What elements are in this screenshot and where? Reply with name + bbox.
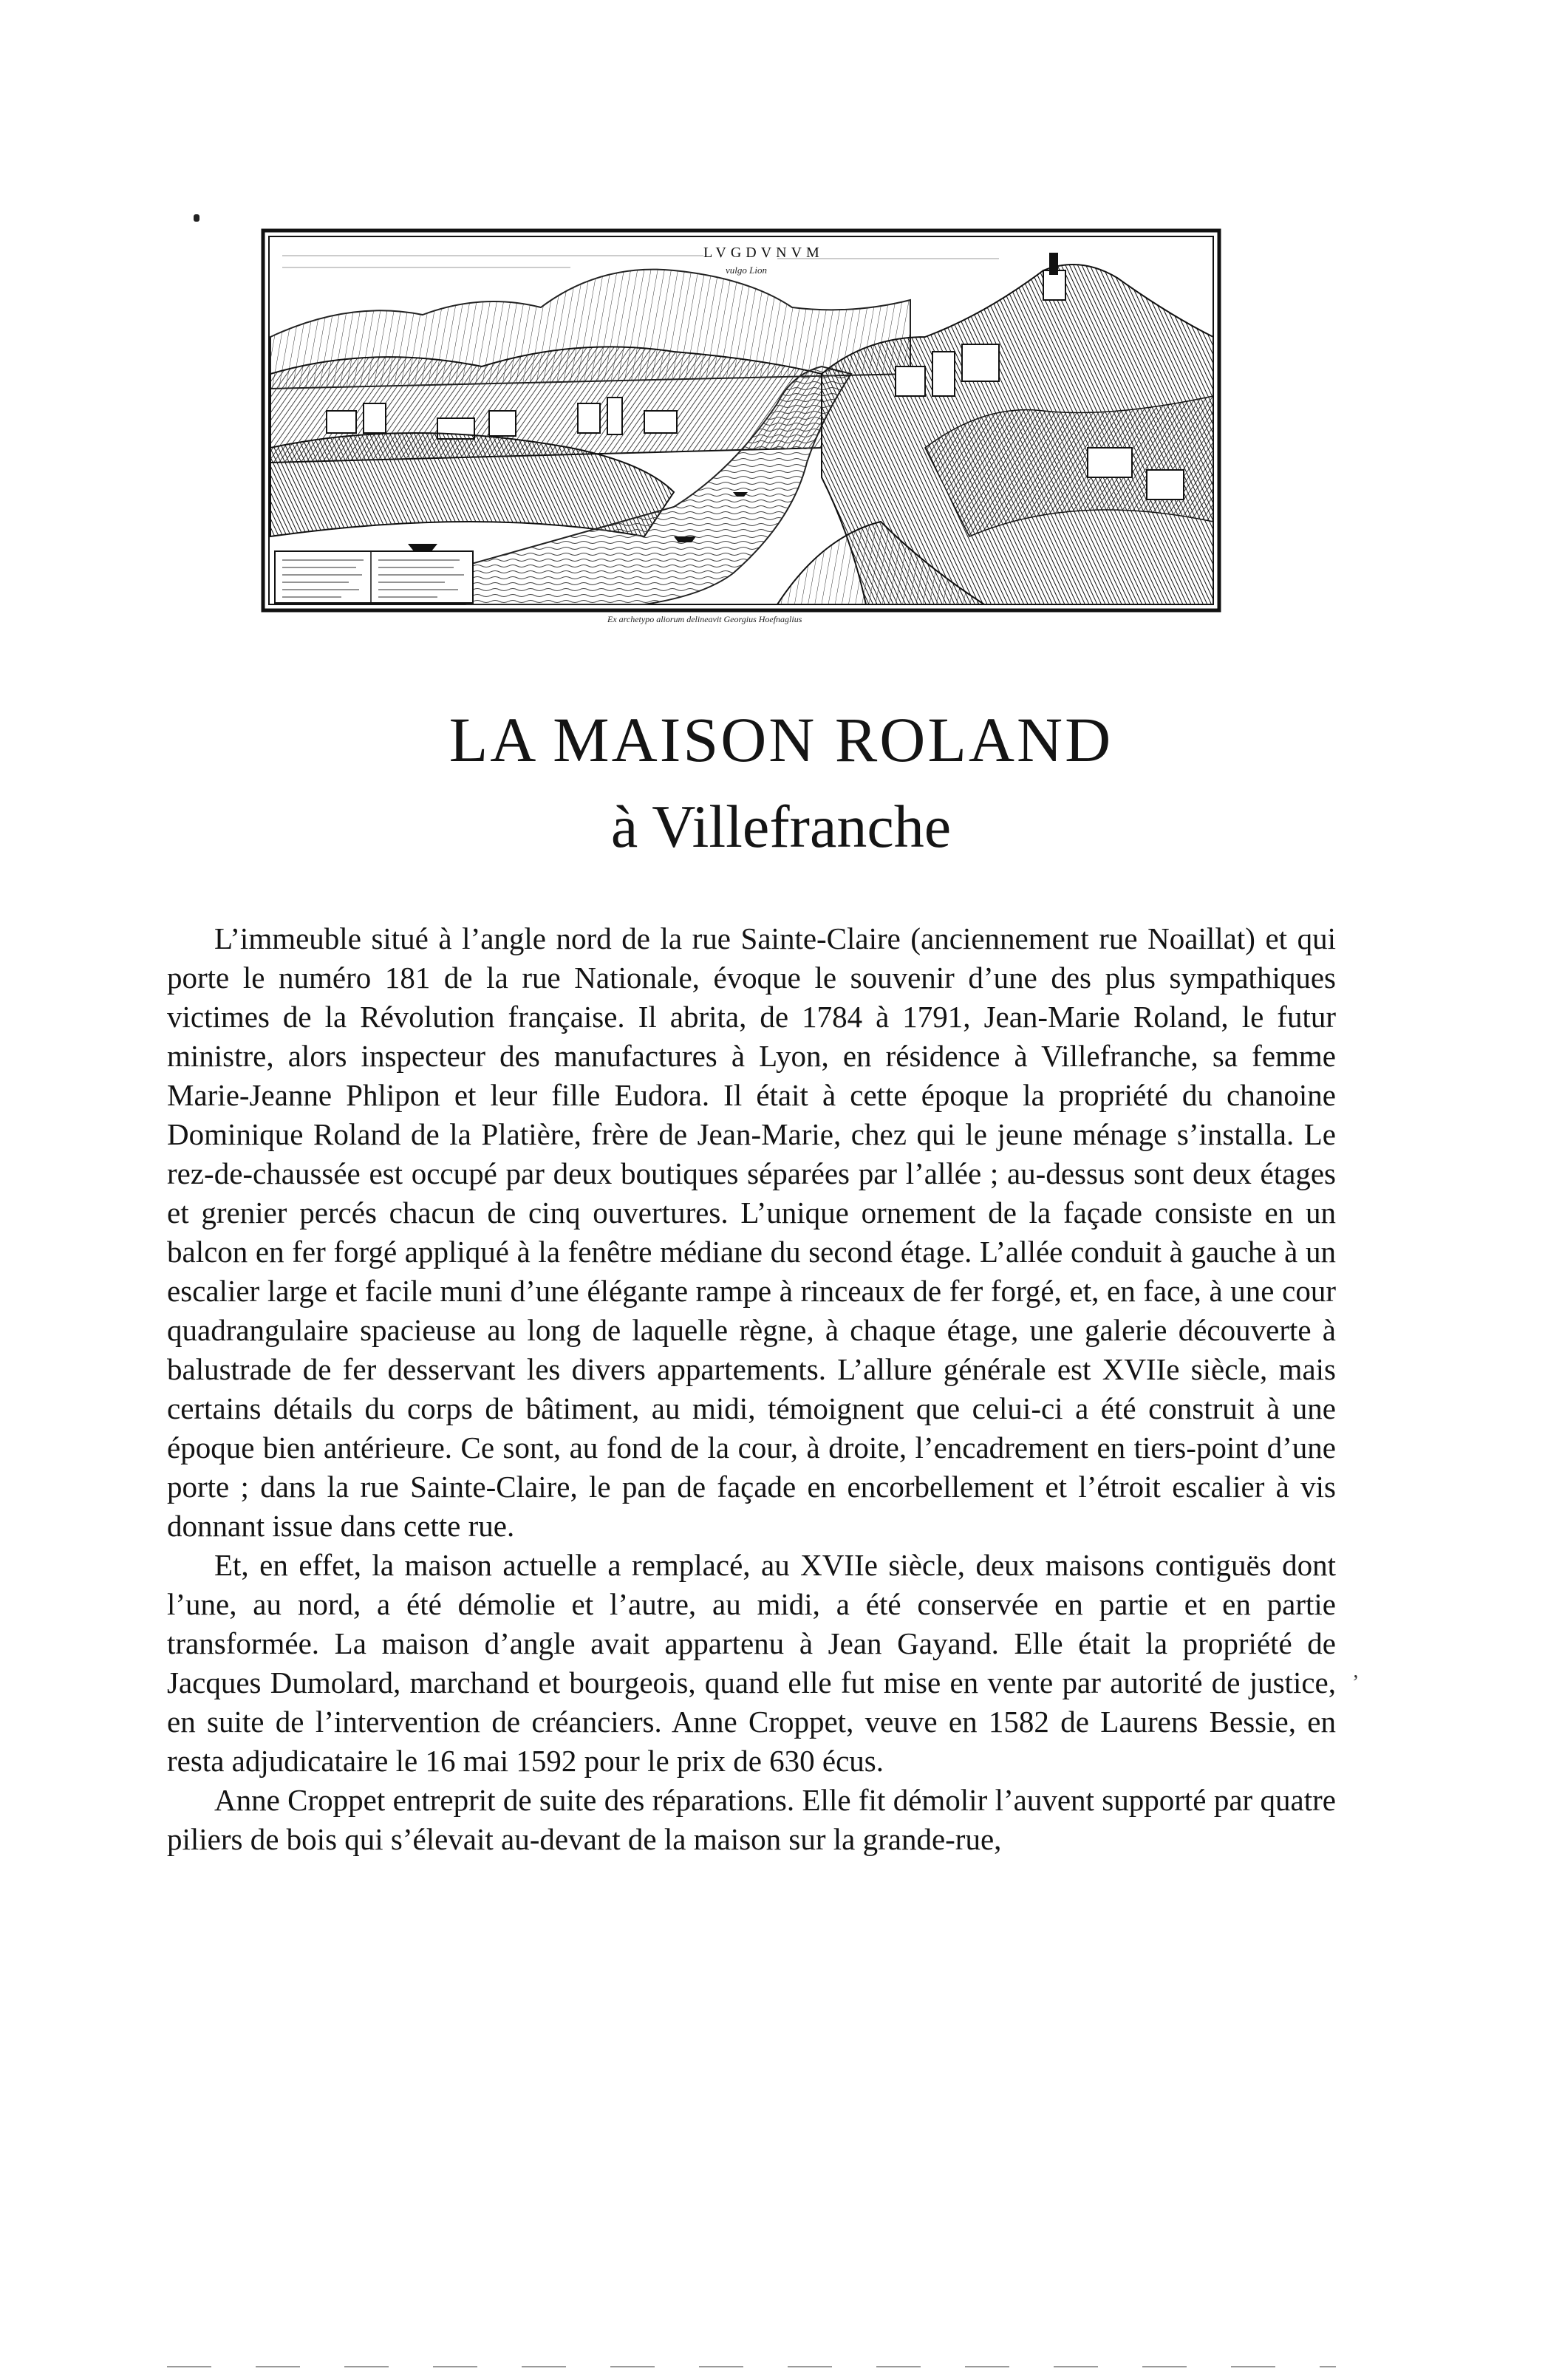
article-body — [167, 919, 1336, 1859]
paragraph-1: L’immeuble situé à l’angle nord de la rue Sainte-Claire (anciennement rue Noaillat) et qui porte le numéro 181 de la rue Nationale, évoque le souvenir d’une des plus sympathiques victimes de la Révolution française. Il abrita, de 1784 à 1791, Jean-Marie Roland, le futur ministre, alors inspecteur des manufactures à Lyon, en résidence à Villefranche, sa femme Marie-Jeanne Phlipon et leur fille Eudora. Il était à cette époque la propriété du chanoine Dominique Roland de la Platière, frère de Jean-Marie, chez qui le jeune ménage s’installa. Le rez-de-chaussée est occupé par deux boutiques séparées par l’allée ; au-dessus sont deux étages et grenier percés chacun de cinq ouvertures. L’unique ornement de la façade consiste en un balcon en fer forgé appliqué à la fenêtre médiane du second étage. L’allée conduit à gauche à un escalier large et facile muni d’une élégante rampe à rinceaux de fer forgé, et, en face, à une cour quadrangulaire spacieuse au long de laquelle règne, à chaque étage, une galerie découverte à balustrade de fer desservant les divers appartements. L’allure générale est XVIIe siècle, mais certains détails du corps de bâtiment, au midi, témoignent que celui-ci a été construit à une époque bien antérieure. Ce sont, au fond de la cour, à droite, l’encadrement en tiers-point d’une porte ; dans la rue Sainte-Claire, le pan de façade en encorbellement et l’étroit escalier à vis donnant issue dans cette rue. — [167, 921, 1336, 1543]
engraving-caption-bottom: Ex archetypo aliorum delineavit Georgius Hoefnaglius — [607, 614, 802, 624]
page-title: LA MAISON ROLAND — [449, 704, 1113, 775]
engraving-view-of-lyon — [260, 226, 1222, 625]
engraving-caption-sub: vulgo Lion — [726, 265, 767, 276]
paragraph-3: Anne Croppet entreprit de suite des réparations. Elle fit démolir l’auvent supporté par quatre piliers de bois qui s’élevait au-devant de la maison sur la grande-rue, — [167, 1783, 1336, 1856]
page-subtitle: à Villefranche — [610, 793, 952, 860]
stray-ink-mark — [194, 214, 199, 222]
paragraph-2: Et, en effet, la maison actuelle a remplacé, au XVIIe siècle, deux maisons contiguës dont l’une, au nord, a été démolie et l’autre, au midi, a été conservée en partie et en partie transformée. La maison d’angle avait appartenu à Jean Gayand. Elle était la propriété de Jacques Dumolard, marchand et bourgeois, quand elle fut mise en vente par autorité de justice, en suite de l’intervention de créanciers. Anne Croppet, veuve en 1582 de Laurens Bessie, en resta adjudicataire le 16 mai 1592 pour le prix de 630 écus. — [167, 1548, 1336, 1778]
engraving-illustration — [260, 226, 1222, 625]
engraving-caption-top: LVGDVNVM — [703, 245, 824, 261]
margin-mark: ’ — [1352, 1671, 1360, 1694]
footer-rule — [167, 2366, 1336, 2367]
